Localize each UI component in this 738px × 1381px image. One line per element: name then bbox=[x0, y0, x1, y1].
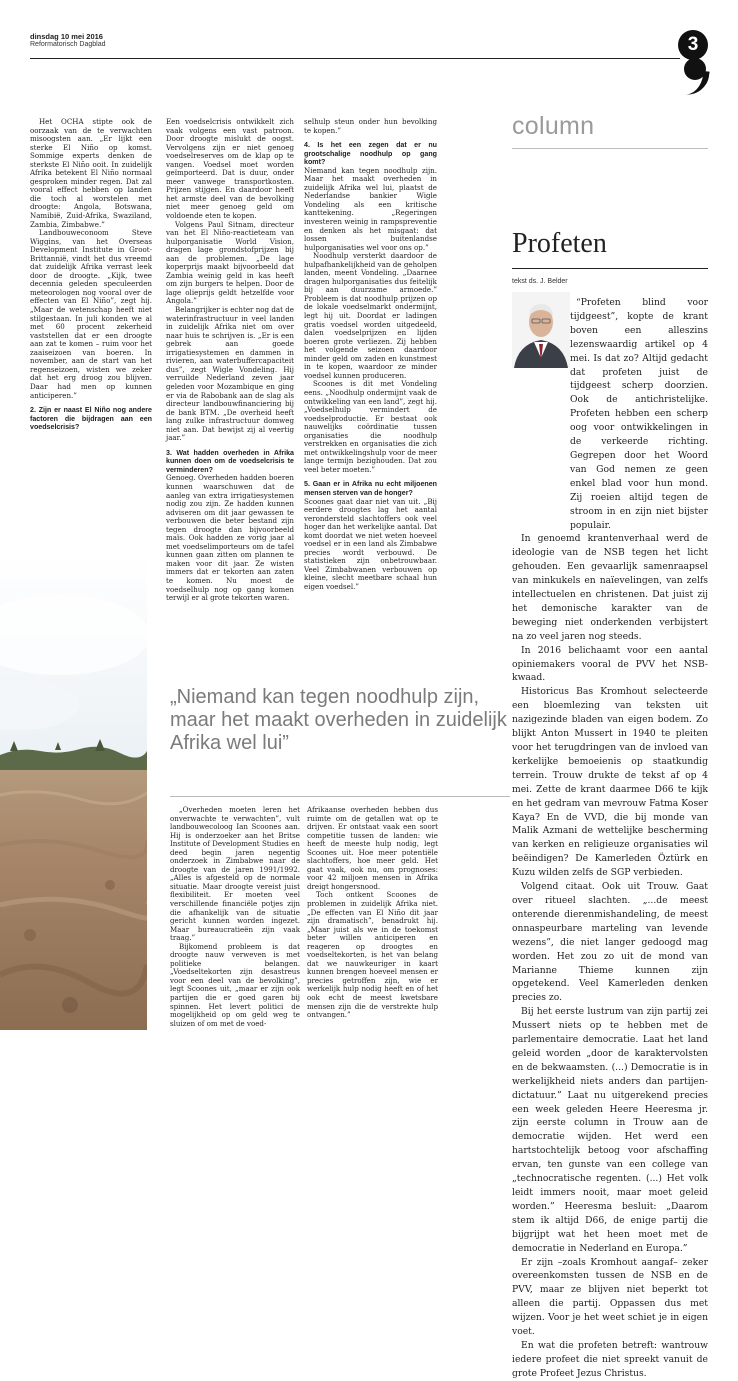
column-paragraph: “Profeten blind voor tijdgeest”, kopte de krant boven een alleszins lezenswaardig artikel op 4 mei. Is dat zo? Altijd gedacht dat profeten juist de tijdgeest scherp doorzien. Ook de antichristelijke. Profeten hebben een scherp oog voor ontwikkelingen in de verkeerde richting. Gegrepen door het Woord van God nemen ze geen enkel blad voor hun mond. Zij roeien altijd tegen de stroom in en zijn niet bijster populair. bbox=[570, 297, 708, 531]
article-paragraph: Niemand kan tegen noodhulp zijn. Maar het maakt overheden in zuidelijk Afrika wel lui, plaatst de Nederlandse bankier Wigle Vondeling als een kritische kanttekening. „Regeringen investeren weinig in rampspreventie en denken als het misgaat: dat lossen buitenlandse hulporganisaties wel voor ons op.” bbox=[304, 165, 437, 252]
question-heading-2: 2. Zijn er naast El Niño nog andere factoren die bijdragen aan een voedselcrisis? bbox=[30, 406, 152, 432]
article-paragraph: Het OCHA stipte ook de oorzaak van de te verwachten misoogsten aan. „Er lijkt een sterke El Niño op komst. Sommige experts denken de sterkste El Niño ooit. In zuidelijk Afrika betekent El Niño normaal gesproken minder regen. Dat zal vooral effect hebben op landen die toch al worstelen met droogte: Angola, Botswana, Namibië, Zuid-Afrika, Swaziland, Zambia, Zimbabwe.” bbox=[30, 117, 152, 229]
article-paragraph: „Overheden moeten leren het onverwachte te verwachten”, vult landbouwecoloog Ian Scoones aan. Hij is onderzoeker aan het Britse Institute of Development Studies en deed begin jaren negentig onderzoek in Zimbabwe naar de droogte van de jaren 1991/1992. „Alles is afgesteld op de normale situatie. Maar droogte vereist juist flexibiliteit. Er moeten veel verschillende financiële potjes zijn die afhankelijk van de situatie gericht kunnen worden ingezet. Maar bureaucratieën zijn vaak traag.” bbox=[170, 805, 300, 943]
article-bottom-column-right bbox=[307, 806, 438, 1020]
column-paragraph: Volgend citaat. Ook uit Trouw. Gaat over ritueel slachten. „...de meest onterende dierenmishandeling, de meest onnaspeurbare marteling van levende wezens”, die niet langer gedoogd mag worden. Het zou zo uit de mond van Marianne Thieme kunnen zijn opgetekend. Veel Kamerleden denken precies zo. bbox=[512, 881, 708, 1004]
column-paragraph: In 2016 belichaamt voor een aantal opiniemakers vooral de PVV het NSB-kwaad. bbox=[512, 644, 708, 684]
header-date: dinsdag 10 mei 2016 bbox=[30, 32, 103, 41]
article-column-3 bbox=[304, 118, 437, 592]
article-paragraph: Afrikaanse overheden hebben dus ruimte om de getallen wat op te drijven. Er ontstaat vaak een soort competitie tussen de landen: wie heeft de meeste hulp nodig, legt Scoones uit. Hoe meer potentiële slachtoffers, hoe meer geld. Het gaat vaak, ook nu, om prognoses: voor 42 miljoen mensen in Afrika dreigt hongersnood. bbox=[307, 805, 438, 891]
article-paragraph: Noodhulp versterkt daardoor de hulpafhankelijkheid van de geholpen landen, meent Vondeling. „Daarnee dragen hulporganisaties dus feitelijk bij aan duurzame armoede.” Probleem is dat noodhulp prijzen op de lokale voedselmarkt ondermijnt, legt hij uit. Doordat er ladingen gratis voedsel worden uitgedeeld, dalen voedselprijzen en lijden boeren grote verliezen. Zij hebben het volgende seizoen daardoor minder geld om zaden en kunstmest in te kopen, waardoor ze minder voedsel kunnen produceren. bbox=[304, 251, 437, 380]
article-column-2 bbox=[166, 118, 294, 603]
question-heading-3: 3. Wat hadden overheden in Afrika kunnen doen om de voedselcrisis te verminderen? bbox=[166, 448, 294, 474]
article-bottom-column-left bbox=[170, 806, 300, 1028]
article-paragraph: Volgens Paul Sitnam, directeur van het El Niño-reactieteam van hulporganisatie World Vision, dragen lage grondstofprijzen bij aan de problemen. „De lage koperprijs maakt bijvoorbeeld dat Zambia weinig geld in kas heeft om zijn burgers te helpen. Door de lage olieprijs geldt hetzelfde voor Angola.” bbox=[166, 219, 294, 306]
article-paragraph: Een voedselcrisis ontwikkelt zich vaak volgens een vast patroon. Door droogte mislukt de oogst. Vervolgens zijn er niet genoeg voedselreserves om de klap op te vangen. Voedsel moet worden geïmporteerd. Dat is duur, onder meer vanwege transportkosten. Prijzen stijgen. En daardoor heeft het armste deel van de bevolking niet meer genoeg geld om voldoende eten te kopen. bbox=[166, 117, 294, 221]
pull-quote-rule bbox=[170, 796, 510, 797]
article-paragraph: Belangrijker is echter nog dat de waterinfrastructuur in veel landen in zuidelijk Afrika niet om over naar huis te schrijven is. „Er is een gebrek aan goede irrigatiesystemen en dammen in rivieren, aan waterbuffercapaciteit dus”, zegt Wigle Vondeling. Hij verruilde Nederland zeven jaar geleden voor Mozambique en ging er via de Rabobank aan de slag als directeur landbouwfinanciering bij de bank BTM. „De overheid heeft lang zulke infrastructuur domweg niet aan. Dat bewijst zij al veertig jaar.” bbox=[166, 305, 294, 443]
header-rule bbox=[30, 58, 680, 59]
column-headline: Profeten bbox=[512, 228, 607, 259]
article-paragraph: selhulp steun onder hun bevolking te kopen.” bbox=[304, 117, 437, 135]
comma-logo-tail bbox=[684, 69, 709, 98]
question-heading-4: 4. Is het een zegen dat er nu grootschalige noodhulp op gang komt? bbox=[304, 141, 437, 167]
headline-rule bbox=[512, 268, 708, 269]
question-heading-5: 5. Gaan er in Afrika nu echt miljoenen mensen sterven van de honger? bbox=[304, 480, 437, 497]
column-paragraph: Er zijn –zoals Kromhout aangaf– zeker overeenkomsten tussen de NSB en de PVV, maar ze blijven niet beperkt tot alleen die partij. Oppassen dus met wijzen. Voor je het weet schiet je in eigen voet. bbox=[512, 1256, 708, 1338]
page-number: 3 bbox=[678, 30, 708, 60]
article-paragraph: Genoeg. Overheden hadden boeren kunnen waarschuwen dat de aanleg van extra irrigatiesystemen nodig zou zijn. Ze hadden kunnen adviseren om dit jaar gewassen te verbouwen die beter bestand zijn tegen droogte dan bijvoorbeeld maïs. Ook hadden ze vorig jaar al met voedselimporteurs om de tafel kunnen gaan zitten om plannen te maken voor dit jaar. Ze wisten immers dat er tekorten aan zaten te komen. Nu moest de voedselhulp nog op gang komen terwijl er al grote tekorten waren. bbox=[166, 473, 294, 603]
pull-quote: „Niemand kan tegen noodhulp zijn, maar het maakt overheden in zuidelijk Afrika wel lui” bbox=[170, 686, 507, 754]
column-paragraph: En wat die profeten betreft: wantrouw iedere profeet die niet spreekt vanuit de grote Profeet Jezus Christus. bbox=[512, 1339, 708, 1379]
landscape-photo bbox=[0, 555, 147, 1030]
article-paragraph: Scoones is dit met Vondeling eens. „Noodhulp ondermijnt vaak de ontwikkeling van een land”, zegt hij. „Voedselhulp vermindert de voedselproductie. Er bestaat ook nauwelijks coördinatie tussen organisaties die noodhulp verstrekken en organisaties die zich met ontwikkelingshulp voor de meer lange termijn bezighouden. Dat zou veel beter moeten.” bbox=[304, 379, 437, 474]
column-byline: tekst ds. J. Belder bbox=[512, 278, 568, 285]
article-paragraph: Bijkomend probleem is dat droogte nauw verweven is met politieke belangen. „Voedseltekorten zijn desastreus voor een deel van de bevolking”, legt Scoones uit, „maar er zijn ook partijen die er goed garen bij spinnen. Het levert politici de mogelijkheid op om geld weg te sluizen of om met de voed- bbox=[170, 941, 300, 1028]
column-section-label: column bbox=[512, 112, 595, 140]
column-paragraph: Bij het eerste lustrum van zijn partij zei Mussert niets op te hebben met de parlementaire democratie. Laat het land geleid worden „door de karaktervolsten en de bekwaamsten. (...) Democratie is in werkelijkheid niets anders dan partijen-dictatuur.” Laat nu uitgerekend precies een week geleden Heere Heeresma jr. zijn eerste column in Trouw aan de democratie wijden. Het werd een hartstochtelijk betoog voor afschaffing ervan, ten gunste van een college van „technocratische regenten. (...) Het volk leidt immers nooit, maar moet geleid worden.” Heeresma besluit: „Daarom stem ik altijd D66, de enige partij die bijgrijpt wat het heen moet met de democratie in Nederland en Europa.” bbox=[512, 1006, 708, 1254]
header-paper-name: Reformatorisch Dagblad bbox=[30, 41, 106, 48]
article-paragraph: Scoones gaat daar niet van uit. „Bij eerdere droogtes lag het aantal verondersteld slachtoffers ook veel hoger dan het werkelijke aantal. Dat komt doordat we niet weten hoeveel voedsel er in een land als Zimbabwe precies wordt verbouwd. De statistieken zijn onbetrouwbaar. Veel Zimbabwanen verbouwen op kleine, slecht meetbare schaal hun eigen voedsel.” bbox=[304, 496, 437, 591]
article-paragraph: Toch ontkent Scoones de problemen in zuidelijk Afrika niet. „De effecten van El Niño dit jaar zijn dramatisch”, benadrukt hij. „Maar juist als we in de toekomst beter willen anticiperen en reageren op droogtes en voedseltekorten, is het van belang dat we nauwkeuriger in kaart kunnen brengen hoeveel mensen er precies getroffen zijn, wie er werkelijk hulp nodig heeft en of het ook echt de meest kwetsbare mensen zijn die de verstrekte hulp ontvangen.” bbox=[307, 890, 438, 1020]
column-paragraph: Historicus Bas Kromhout selecteerde een bloemlezing van teksten uit nazigezinde bladen van eigen bodem. Zo blijkt Anton Mussert in 1940 te pleiten voor het terugdringen van de invloed van kerkelijke bemoeienis op staatkundig terrein. Trouw drukte de tekst af op 4 mei. Zette de krant daarmee D66 te kijk en het gedram van mevrouw Fatma Koser Kaya? En de VVD, die bij monde van Malik Azmani de wettelijke bescherming van kerken en religieuze organisaties wil beëindigen? De Kamerleden Öztürk en Kuzu wilden zelfs de SGP verbieden. bbox=[512, 686, 708, 879]
column-paragraph: In genoemd krantenverhaal werd de ideologie van de NSB tegen het licht gehouden. Een gevaarlijk samenraapsel van minkukels en naïevelingen, van zelfs intellectuelen en christenen. Dat juist zij het demonische karakter van de beweging niet onderkenden verbijstert na zo veel jaren nog steeds. bbox=[512, 533, 708, 642]
article-column-1 bbox=[30, 118, 152, 432]
column-section-rule bbox=[512, 148, 708, 149]
column-body bbox=[512, 296, 708, 1381]
article-paragraph: Landbouweconoom Steve Wiggins, van het Overseas Development Institute in Groot-Brittannië, vindt het dus vreemd dat zuidelijk Afrika verrast leek door de droogte. „Kijk, twee decennia geleden speculeerden meteorologen nog vooral over de effecten van El Niño”, zegt hij. „Maar de wetenschap heeft niet stilgestaan. In juli konden we al met 60 procent zekerheid vaststellen dat er een droogte aan zat te komen – ruim voor het zaaiseizoen van boeren. In november, aan de start van het regenseizoen, wisten we zeker dat het erg droog zou blijven. Daar had men op kunnen anticiperen.” bbox=[30, 228, 152, 400]
